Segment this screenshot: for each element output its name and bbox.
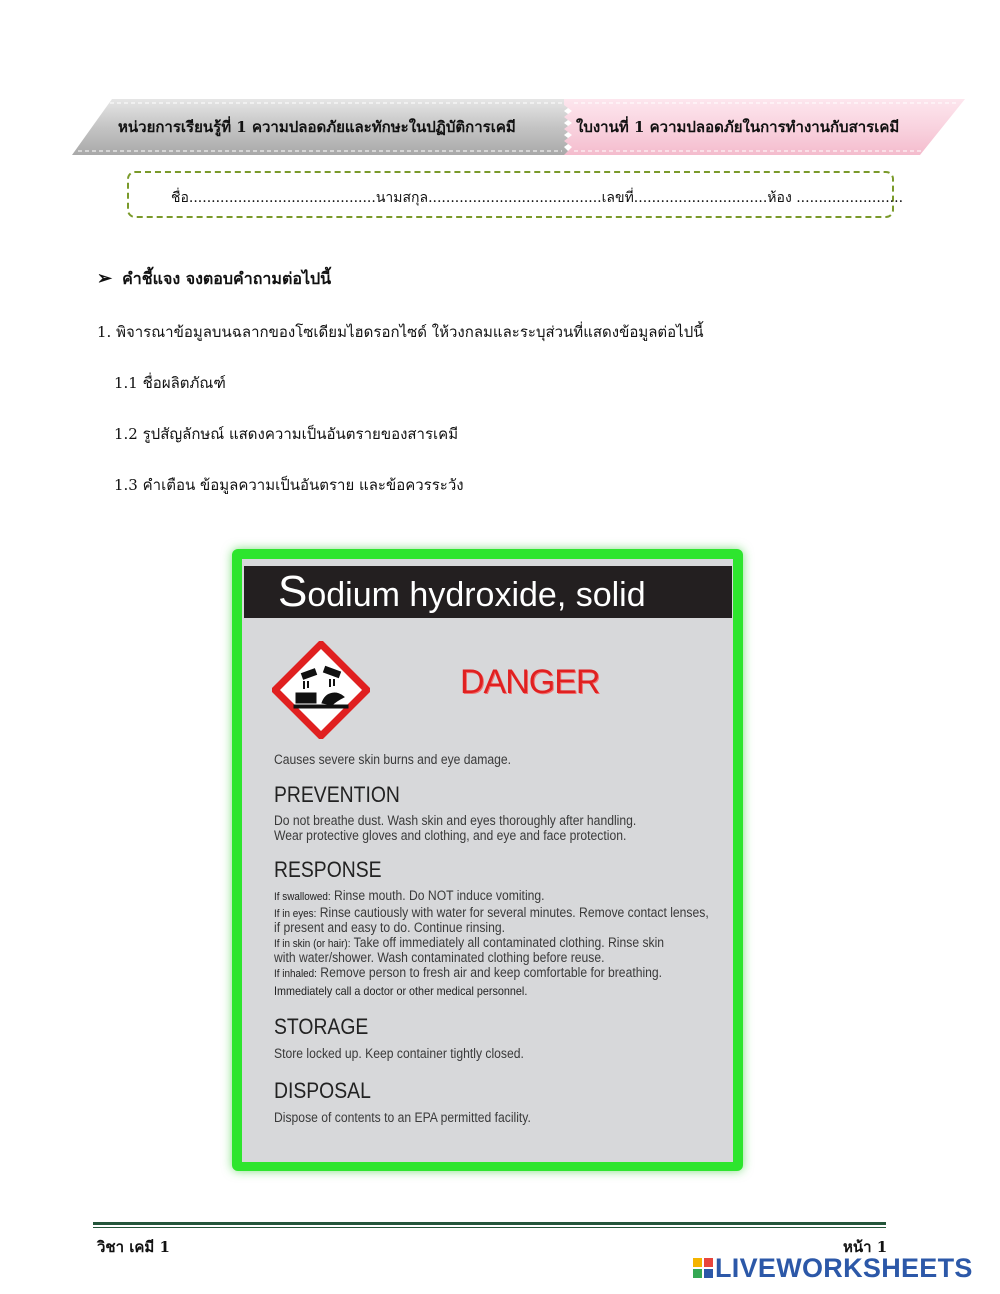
prevention-line-2[interactable]: Wear protective gloves and clothing, and eye and face protection. <box>274 828 627 843</box>
response-inhaled[interactable]: If inhaled: Remove person to fresh air and keep comfortable for breathing. <box>274 965 663 980</box>
instructions-heading <box>97 267 331 292</box>
question-1-3: 1.3 คำเตือน ข้อมูลความเป็นอันตราย และข้อควรระวัง <box>114 476 464 494</box>
response-immediately[interactable]: Immediately call a doctor or other medical personnel. <box>274 984 528 998</box>
question-1: 1. พิจารณาข้อมูลบนฉลากของโซเดียมไฮดรอกไซด์ ให้วงกลมและระบุส่วนที่แสดงข้อมูลต่อไปนี้ <box>97 323 704 341</box>
storage-heading[interactable]: STORAGE <box>274 1014 369 1039</box>
prevention-heading[interactable]: PREVENTION <box>274 782 400 807</box>
footer-rule-thin <box>93 1227 886 1228</box>
signal-word[interactable]: DANGER <box>460 663 600 701</box>
question-1-1: 1.1 ชื่อผลิตภัณฑ์ <box>114 374 226 392</box>
response-skin[interactable]: If in skin (or hair): Take off immediately all contaminated clothing. Rinse skin <box>274 935 665 950</box>
footer-subject: วิชา เคมี 1 <box>97 1238 170 1256</box>
question-1-2: 1.2 รูปสัญลักษณ์ แสดงความเป็นอันตรายของสารเคมี <box>114 425 459 443</box>
arrow-bullet-icon: ➢ <box>97 268 113 289</box>
footer-rule <box>93 1222 886 1225</box>
response-eyes-2[interactable]: if present and easy to do. Continue rinsing. <box>274 920 506 935</box>
liveworksheets-wordmark: LIVEWORKSHEETS <box>715 1253 973 1283</box>
response-skin-2[interactable]: with water/shower. Wash contaminated clothing before reuse. <box>274 950 605 965</box>
worksheet-ribbon-label: ใบงานที่ 1 ความปลอดภัยในการทำงานกับสารเคมี <box>576 118 900 136</box>
student-info-line[interactable]: ชื่อ..........................................นามสกุล.......................................เลขที่..............................ห้อง ........................ <box>171 190 904 206</box>
disposal-heading[interactable]: DISPOSAL <box>274 1078 371 1103</box>
footer-page-number: หน้า 1 <box>843 1238 888 1256</box>
instructions-text: คำชี้แจง จงตอบคำถามต่อไปนี้ <box>122 269 332 288</box>
prevention-line-1[interactable]: Do not breathe dust. Wash skin and eyes thoroughly after handling. <box>274 813 637 828</box>
liveworksheets-logo-icon <box>693 1258 713 1278</box>
student-info-box <box>127 171 904 218</box>
response-swallowed[interactable]: If swallowed: Rinse mouth. Do NOT induce vomiting. <box>274 888 545 903</box>
hazard-statement[interactable]: Causes severe skin burns and eye damage. <box>274 752 512 767</box>
chemical-label[interactable] <box>242 559 733 1162</box>
response-eyes[interactable]: If in eyes: Rinse cautiously with water for several minutes. Remove contact lenses, <box>274 905 709 920</box>
product-name[interactable]: Sodium hydroxide, solid <box>244 566 732 618</box>
unit-ribbon-label: หน่วยการเรียนรู้ที่ 1 ความปลอดภัยและทักษะในปฏิบัติการเคมี <box>118 118 516 136</box>
storage-text[interactable]: Store locked up. Keep container tightly closed. <box>274 1046 524 1061</box>
header-ribbons <box>72 97 967 157</box>
corrosion-icon[interactable] <box>272 641 370 739</box>
disposal-text[interactable]: Dispose of contents to an EPA permitted facility. <box>274 1110 531 1125</box>
response-heading[interactable]: RESPONSE <box>274 857 382 882</box>
